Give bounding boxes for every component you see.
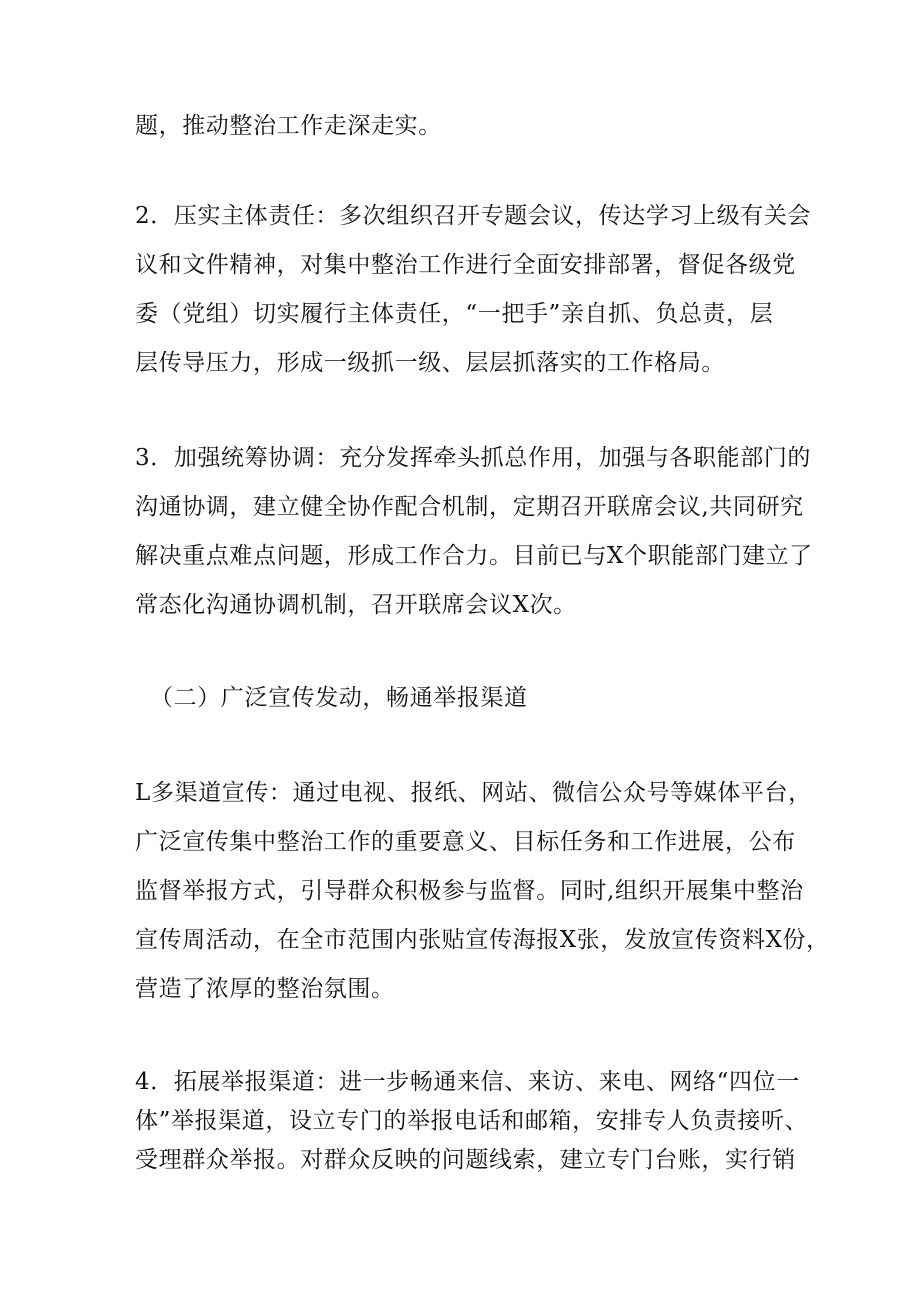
paragraph-line: 沟通协调，建立健全协作配合机制，定期召开联席会议,共同研究 (135, 494, 804, 520)
paragraph-line: 委（党组）切实履行主体责任，“一把手”亲自抓、负总责，层 (135, 301, 774, 327)
paragraph-line: 营造了浓厚的整治氛围。 (135, 976, 395, 1002)
paragraph-line: 3．加强统筹协调：充分发挥牵头抓总作用，加强与各职能部门的 (135, 445, 812, 471)
paragraph-line: 议和文件精神，对集中整治工作进行全面安排部署，督促各级党 (135, 252, 796, 278)
paragraph-line: 4．拓展举报渠道：进一步畅通来信、来访、来电、网络“四位一 (135, 1069, 800, 1095)
paragraph-line: 受理群众举报。对群众反映的问题线索，建立专门台账，实行销 (135, 1147, 796, 1173)
paragraph-line: 层传导压力，形成一级抓一级、层层抓落实的工作格局。 (135, 350, 725, 376)
paragraph-line: 解决重点难点问题，形成工作合力。目前已与X个职能部门建立了 (135, 543, 813, 569)
paragraph-line: 2．压实主体责任：多次组织召开专题会议，传达学习上级有关会 (135, 203, 812, 229)
paragraph-line: 监督举报方式，引导群众积极参与监督。同时,组织开展集中整治 (135, 878, 804, 904)
paragraph-line: L多渠道宣传：通过电视、报纸、网站、微信公众号等媒体平台， (135, 780, 812, 806)
paragraph-line: 宣传周活动，在全市范围内张贴宣传海报X张，发放宣传资料X份， (135, 927, 830, 953)
section-heading: （二）广泛宣传发动，畅通举报渠道 (150, 685, 528, 711)
paragraph-line: 广泛宣传集中整治工作的重要意义、目标任务和工作进展，公布 (135, 829, 796, 855)
paragraph-line: 题，推动整治工作走深走实。 (135, 113, 442, 139)
paragraph-line: 体”举报渠道，设立专门的举报电话和邮箱，安排专人负责接听、 (135, 1108, 809, 1134)
paragraph-line: 常态化沟通协调机制，召开联席会议X次。 (135, 592, 577, 618)
